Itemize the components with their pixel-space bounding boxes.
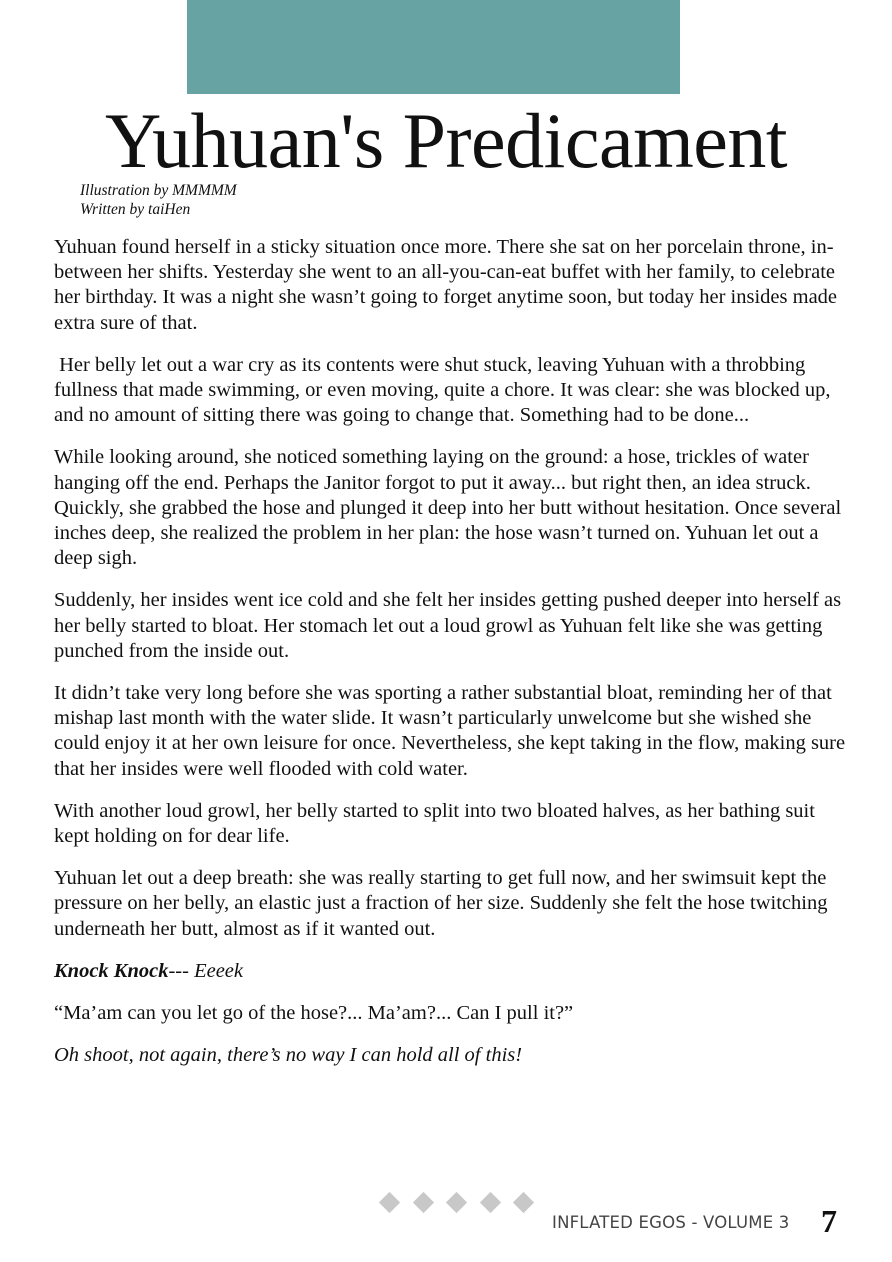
paragraph-8: Yuhuan let out a deep breath: she was really starting to get full now, and her swimsuit kept the pressure on her belly, an elastic just a fraction of her size. Suddenly she felt the hose twitching underneath her butt, almost as if it wanted out. [54,867,828,940]
eeeek-text: --- Eeeek [168,959,244,982]
paragraph-2: Her belly let out a war cry as its contents were shut stuck, leaving Yuhuan with a throbbing fullness that made swimming, or even moving, quite a chore. It was clear: she was blocked up, and no amount of sitting there was going to change that. Something had to be done... [54,353,836,427]
diamond-icon [412,1192,433,1213]
page-title: Yuhuan's Predicament [104,97,788,184]
illustration-credit: Illustration by MMMMM [80,182,237,199]
thought-line: Oh shoot, not again, there’s no way I can hold all of this! [54,1044,523,1067]
paragraph-6: It didn’t take very long before she was sporting a rather substantial bloat, reminding her of that mishap last month with the water slide. It wasn’t particularly unwelcome but she wished she could enjoy it at her own leisure for once. Nevertheless, she kept taking in the flow, making sure that her insides were well flooded with cold water. [54,682,846,780]
knock-text: Knock Knock [54,959,169,982]
dialogue-line: “Ma’am can you let go of the hose?... Ma’am?... Can I pull it?” [54,1002,574,1025]
diamond-ornament [378,1191,535,1215]
paragraph-7: With another loud growl, her belly started to split into two bloated halves, as her bathing suit kept holding on for dear life. [54,799,815,848]
paragraph-5: Suddenly, her insides went ice cold and she felt her insides getting pushed deeper into herself as her belly started to bloat. Her stomach let out a loud growl as Yuhuan felt like she was getting punched from the inside out. [54,589,842,662]
paragraph-3: While looking around, she noticed something laying on the ground: a hose, trickles of water hanging off the end. Perhaps the Janitor forgot to put it away... but right then, an idea struck. [54,446,811,494]
credits [80,181,237,219]
story-body [54,235,846,1085]
knock-line [54,959,846,984]
paragraph-4: Quickly, she grabbed the hose and plunged it deep into her butt without hesitation. Once several inches deep, she realized the problem in her plan: the hose wasn’t turned on. Yuhuan let out a deep sigh. [54,496,842,570]
diamond-icon [479,1192,500,1213]
writer-credit: Written by taiHen [80,201,191,218]
diamond-icon [446,1192,467,1213]
page-number: 7 [821,1203,837,1239]
diamond-icon [379,1192,400,1213]
diamond-icon [513,1192,534,1213]
paragraph-1: Yuhuan found herself in a sticky situation once more. There she sat on her porcelain throne, in-between her shifts. Yesterday she went to an all-you-can-eat buffet with her family, to celebrate her birthday. It was a night she wasn’t going to forget anytime soon, but today her insides made extra sure of that. [54,236,838,334]
footer-label: INFLATED EGOS - VOLUME 3 [552,1213,790,1232]
header-banner [187,0,680,94]
